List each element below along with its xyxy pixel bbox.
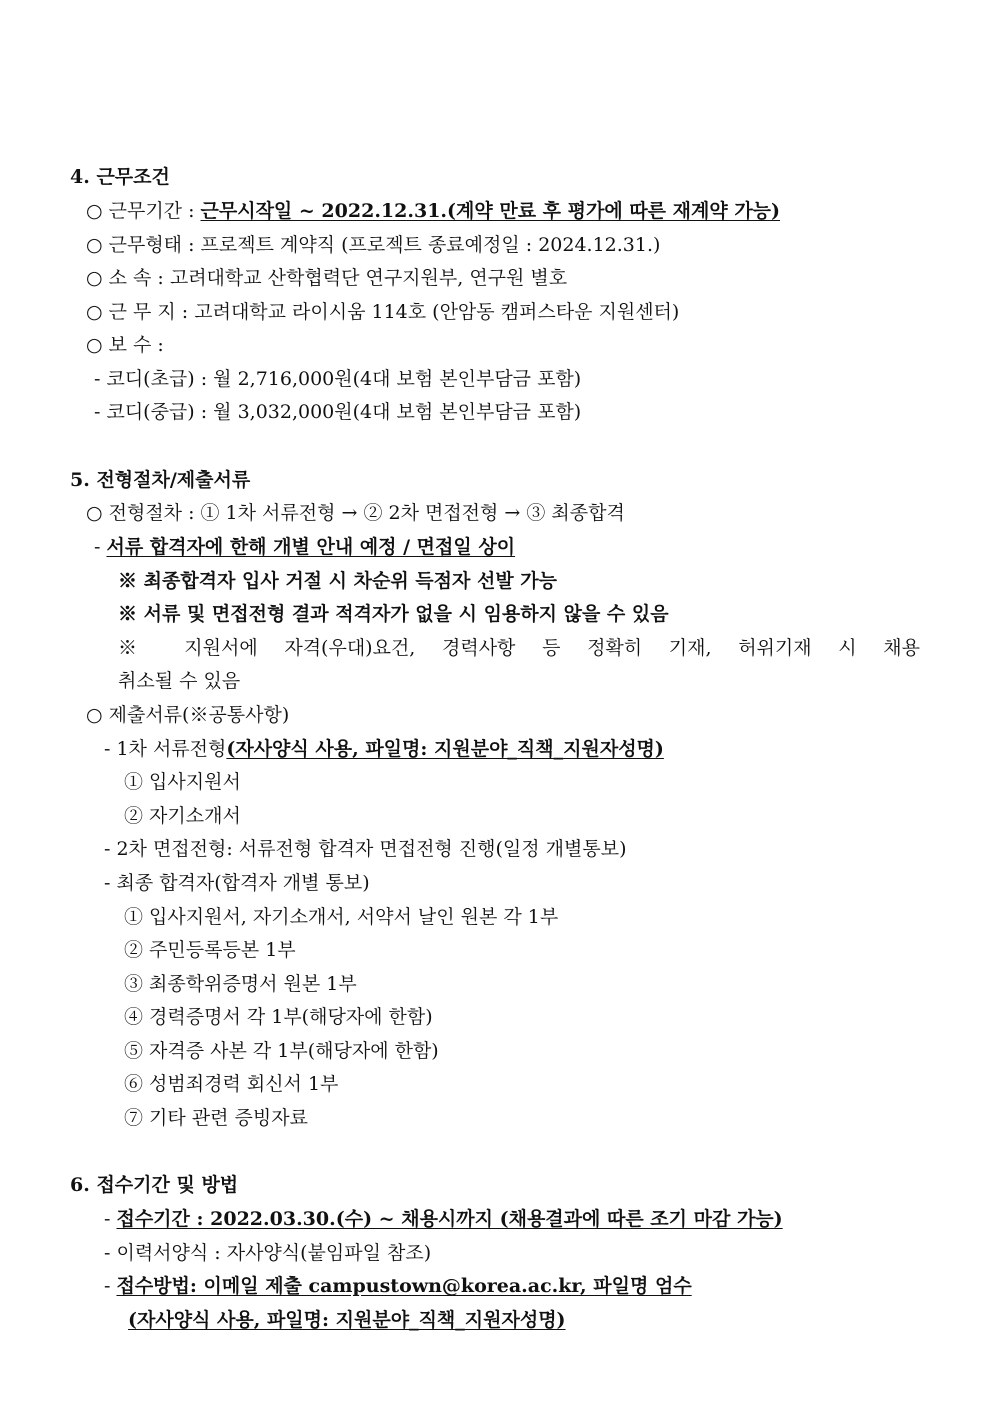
document-notice-row — [94, 535, 515, 559]
round1-label: - 1차 서류전형 — [104, 738, 227, 760]
application-period-row — [104, 1207, 783, 1231]
workplace-row: ○ 근 무 지 : 고려대학교 라이시움 114호 (안암동 캠퍼스타운 지원센터) — [86, 301, 680, 323]
work-period-value: 근무시작일 ~ 2022.12.31.(계약 만료 후 평가에 따른 재계약 가능) — [200, 200, 781, 222]
application-method-cont: (자사양식 사용, 파일명: 지원분야_직책_지원자성명) — [128, 1309, 566, 1331]
note-false-entry-cont: 취소될 수 있음 — [118, 670, 241, 692]
round1-item: ② 자기소개서 — [124, 805, 241, 827]
documents-title: ○ 제출서류(※공통사항) — [86, 704, 290, 726]
final-item: ④ 경력증명서 각 1부(해당자에 한함) — [124, 1006, 433, 1028]
round2-row: - 2차 면접전형: 서류전형 합격자 면접전형 진행(일정 개별통보) — [104, 838, 627, 860]
salary-junior: - 코디(초급) : 월 2,716,000원(4대 보험 본인부담금 포함) — [94, 368, 582, 390]
method-dash: - — [104, 1275, 117, 1297]
work-period-row — [86, 199, 780, 223]
final-item: ⑦ 기타 관련 증빙자료 — [124, 1107, 308, 1129]
final-item: ⑤ 자격증 사본 각 1부(해당자에 한함) — [124, 1040, 439, 1062]
salary-intermediate: - 코디(중급) : 월 3,032,000원(4대 보험 본인부담금 포함) — [94, 401, 582, 423]
application-period: 접수기간 : 2022.03.30.(수) ~ 채용시까지 (채용결과에 따른 조기 마감 가능) — [116, 1208, 783, 1230]
work-type-row: ○ 근무형태 : 프로젝트 계약직 (프로젝트 종료예정일 : 2024.12.31.) — [86, 234, 661, 256]
resume-form-row: - 이력서양식 : 자사양식(붙임파일 참조) — [104, 1242, 432, 1264]
note-final-refusal: ※ 최종합격자 입사 거절 시 차순위 득점자 선발 가능 — [118, 570, 557, 592]
final-item: ① 입사지원서, 자기소개서, 서약서 날인 원본 각 1부 — [124, 906, 559, 928]
salary-row: ○ 보 수 : — [86, 334, 164, 356]
final-item: ③ 최종학위증명서 원본 1부 — [124, 973, 357, 995]
note-no-qualified: ※ 서류 및 면접전형 결과 적격자가 없을 시 임용하지 않을 수 있음 — [118, 603, 669, 625]
selection-procedure: ○ 전형절차 : ① 1차 서류전형 → ② 2차 면접전형 → ③ 최종합격 — [86, 502, 625, 524]
section-6-title: 6. 접수기간 및 방법 — [70, 1174, 239, 1196]
affiliation-row: ○ 소 속 : 고려대학교 산학협력단 연구지원부, 연구원 별호 — [86, 267, 568, 289]
final-item: ② 주민등록등본 1부 — [124, 939, 296, 961]
round1-item: ① 입사지원서 — [124, 771, 241, 793]
document-notice: 서류 합격자에 한해 개별 안내 예정 / 면접일 상이 — [106, 536, 516, 558]
final-row: - 최종 합격자(합격자 개별 통보) — [104, 872, 370, 894]
final-item: ⑥ 성범죄경력 회신서 1부 — [124, 1073, 339, 1095]
notice-dash: - — [94, 536, 107, 558]
work-period-label: ○ 근무기간 : — [86, 200, 201, 222]
section-4-title: 4. 근무조건 — [70, 166, 170, 188]
application-method: 접수방법: 이메일 제출 campustown@korea.ac.kr, 파일명 엄수 — [116, 1275, 692, 1297]
round1-file-rule: (자사양식 사용, 파일명: 지원분야_직책_지원자성명) — [226, 738, 664, 760]
section-5-title: 5. 전형절차/제출서류 — [70, 469, 251, 491]
period-dash: - — [104, 1208, 117, 1230]
application-method-row — [104, 1274, 692, 1298]
round1-row — [104, 737, 664, 761]
note-false-entry: ※ 지원서에 자격(우대)요건, 경력사항 등 정확히 기재, 허위기재 시 채용 — [118, 637, 920, 659]
